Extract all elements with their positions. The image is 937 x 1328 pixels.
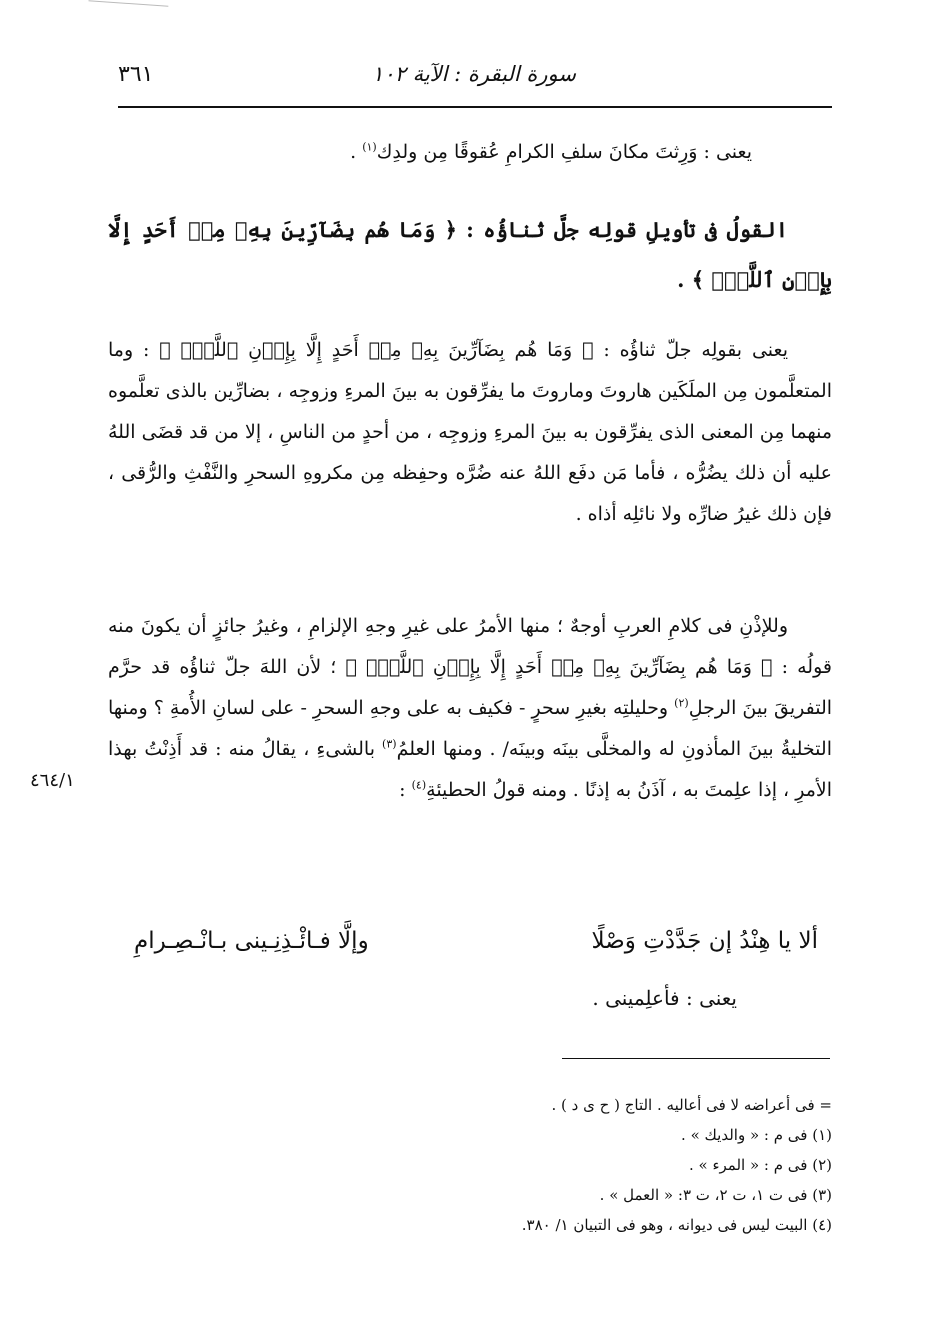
footnote-rule <box>562 1058 830 1059</box>
heading-text: القولُ فى تأويلِ قولِه جلَّ ثناؤُه : ﴿ وَمَا هُم بِضَآرِّينَ بِهِۦ مِنۡ أَحَدٍ إِلَّا بِإِذۡنِ ٱللَّهِۚ ﴾ . <box>108 217 832 292</box>
footnote-ref-4: (٤) <box>411 778 427 792</box>
footnote-3: (٣) فى ت ١، ت ٢، ت ٣: « العمل » . <box>599 1186 832 1204</box>
footnote-4: (٤) البيت ليس فى ديوانه ، وهو فى التبيان ١/ ٣٨٠. <box>521 1216 832 1234</box>
footnote-ref-1: (١) <box>362 140 377 154</box>
poetry-verse <box>118 928 818 974</box>
paragraph-3-end: : <box>399 779 412 801</box>
footnote-continuation: = فى أعراضه لا فى أعاليه . التاج ( ح ى د ) . <box>551 1096 832 1114</box>
paragraph-1-end: . <box>350 141 363 163</box>
header-rule <box>118 106 832 108</box>
footnotes <box>300 1090 832 1240</box>
margin-page-reference: ٤٦٤/١ <box>30 770 75 791</box>
paragraph-2-text: يعنى بقولِه جلّ ثناؤُه : ﴿ وَمَا هُم بِضَآرِّينَ بِهِۦ مِنۡ أَحَدٍ إِلَّا بِإِذۡنِ ٱللَّهِۚ ﴾ : وما المتعلَّمون مِن الملَكَين هاروتَ وماروتَ ما يفرِّقون به بينَ المرءِ وزوجِه ، بضارِّين بالذى تعلَّموه منهما مِن المعنى الذى يفرِّقون به بينَ المرءِ وزوجِه ، من أحدٍ من الناسِ ، إلا من قد قضَى اللهُ عليه أن ذلك يضُرُّه ، فأما مَن دفَع اللهُ عنه ضُرَّه وحفِظه مِن مكروهِ السحرِ والنَّفْثِ والرُّقى ، فإن ذلك غيرُ ضارِّه ولا نائلِه أذاه . <box>108 339 832 525</box>
paragraph-2 <box>108 330 832 535</box>
paragraph-1 <box>108 132 832 173</box>
footnote-ref-2: (٢) <box>674 696 689 710</box>
footnote-2: (٢) فى م : « المرء » . <box>688 1156 832 1174</box>
paragraph-3-part-c: بالشىءِ ، يقالُ منه : قد أَذِنْتُ بهذا الأمرِ ، إذا علِمتَ به ، آذَنُ به إذنًا . ومنه قولُ الحطيئةِ <box>108 738 832 801</box>
verse-hemistich-1: ألا يا هِنْدُ إن جَدَّدْتِ وَصْلًا <box>591 928 818 954</box>
page-header <box>118 62 830 102</box>
page-number: ٣٦١ <box>118 62 154 87</box>
footnote-ref-3: (٣) <box>382 737 397 751</box>
verse-hemistich-2: وإلَّا فـائْـذِنِـينى بـانْـصِـرامِ <box>134 928 369 954</box>
paragraph-1-text: يعنى : وَرِثتَ مكانَ سلفِ الكرامِ عُقوقًا مِن ولدِك <box>376 141 752 163</box>
paragraph-3-part-b: وحليلتِه بغيرِ سحرٍ - فكيف به على وجهِ السحرِ - على لسانِ الأُمةِ ؟ ومنها التخليةُ بينَ المأذونِ له والمخلَّى بينَه وبينَه/ . ومنها العلمُ <box>108 697 832 760</box>
footnote-1: (١) فى م : « والديك » . <box>681 1126 832 1144</box>
paragraph-3-part-a: وللإذْنِ فى كلامِ العربِ أوجهٌ ؛ منها الأمرُ على غيرِ وجهِ الإلزامِ ، وغيرُ جائزٍ أن يكونَ منه قولُه : ﴿ وَمَا هُم بِضَآرِّينَ بِهِۦ مِنۡ أَحَدٍ إِلَّا بِإِذۡنِ ٱللَّهِۚ ﴾ ؛ لأن اللهَ جلّ ثناؤُه قد حرَّم التفريقَ بينَ الرجلِ <box>108 615 833 719</box>
scan-artifact <box>88 0 169 19</box>
section-heading <box>108 205 832 305</box>
verse-explanation: يعنى : فأعلِمينى . <box>592 986 737 1010</box>
paragraph-3 <box>108 606 832 811</box>
running-title: سورة البقرة : الآية ١٠٢ <box>372 62 576 86</box>
